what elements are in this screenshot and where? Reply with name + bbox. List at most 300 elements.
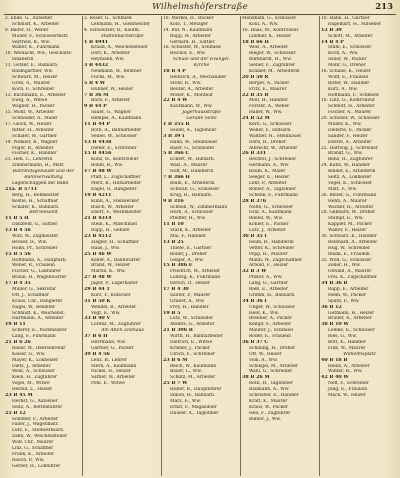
resident-entry: Schmidt, K., Weichenst.: [12, 310, 65, 316]
resident-entry: Schneider, A., Maler: [12, 116, 58, 122]
resident-entry: Moser, K., Monteur: [170, 92, 214, 98]
resident-entry: Gruber, A., Ww.: [170, 298, 205, 304]
resident-entry: Jäger, P., Lagerhalter: [91, 281, 138, 287]
resident-entry: Ewig, A., Witwe: [12, 98, 48, 104]
resident-entry: Sommer, F., Arbeiter: [12, 416, 59, 422]
resident-entry: Wolf, Chr., Maurer: [12, 440, 54, 446]
resident-entry: 26. Reiter, G., Fuhrmann: [321, 192, 377, 198]
resident-entry: Schreiber, E., Händler: [249, 393, 299, 398]
house-number: 13 B 25: [163, 239, 184, 245]
resident-entry: Hauser, A., Taglöhner: [170, 410, 219, 416]
resident-entry: Seitz, A., Rottenführer: [12, 404, 63, 410]
resident-entry: Kern, G., Schlosser: [249, 122, 292, 128]
resident-entry: Mai, F., Händler: [170, 233, 207, 239]
resident-entry: 10. Weinacht, Ww., Geschäfts-: [5, 51, 73, 57]
resident-entry: Groß, A., Maurer: [12, 80, 51, 86]
resident-entry: 10. Hahn, H., Gärtner: [321, 16, 370, 21]
resident-entry: Lindner, K., Heizer: [249, 33, 292, 39]
section-heading: Betriebsamt: [29, 210, 58, 216]
column-area: [4, 16, 396, 476]
resident-entry: Müller, F., Schlossermstr.: [12, 33, 69, 39]
page-number: 213: [375, 2, 393, 12]
resident-entry: Mack, W., Heizer: [328, 393, 366, 398]
resident-entry: Bechtel, J., Schreiner: [249, 157, 297, 163]
house-number: 25 B 46 W: [84, 251, 112, 257]
resident-entry: Rapp, E., Arbeiter: [328, 286, 369, 292]
house-number: 15 B 5 56: [5, 251, 31, 257]
resident-entry: Kestle, H., Schaffner: [12, 198, 59, 204]
resident-entry: Lemke, E., Schlosser: [328, 328, 375, 334]
resident-entry: Kraus, W., Packer: [249, 404, 288, 410]
resident-entry: Marx, E., Ww.: [170, 398, 202, 404]
resident-entry: Brandt, G., Ww.: [328, 151, 363, 157]
resident-entry: Bruder, A., Arbeiter: [328, 316, 372, 322]
section-heading: Hüttenbachstraße: [101, 33, 144, 39]
resident-entry: Eberle, A., Arbeiter: [328, 139, 372, 145]
resident-entry: Nolte, G., Schlosser: [249, 204, 294, 210]
resident-entry: 4. Schweitzer, R., Kaufm.: [84, 27, 141, 33]
resident-entry: Matt, F., Ww.: [328, 186, 358, 192]
resident-entry: 2. Ende, G., Aufseher: [5, 16, 53, 21]
resident-entry: Graf, A., Kaufmann: [249, 210, 292, 216]
house-number: 1 B 355 B: [163, 122, 190, 128]
resident-entry: Brand, W., Heizer: [91, 263, 131, 269]
resident-entry: Schmitt, H., Arbeiter: [328, 104, 375, 110]
resident-entry: Herrmann, Ww.: [91, 339, 126, 345]
resident-entry: Kolb, T., Metzger: [170, 21, 208, 27]
resident-entry: Bott, K., Händler: [328, 339, 366, 345]
resident-entry: Rapp, H., Gehilfe: [91, 228, 130, 234]
resident-entry: Simon, H., Bahnarb.: [170, 393, 216, 398]
section-heading: Bahnhofsgebäude und der: [12, 169, 75, 175]
resident-entry: Burkhardt, H., Ww.: [249, 57, 292, 63]
resident-entry: Ebert, F., Werkmeister: [91, 210, 142, 216]
resident-entry: Seyfried, R., Ww.: [12, 39, 51, 45]
resident-entry: 24. Kuhn, W., Händler: [321, 163, 370, 169]
resident-entry: Lenz, B., Lehrer: [91, 357, 127, 363]
resident-entry: 10. Merkel, H., Bäcker: [163, 16, 214, 21]
house-number: 15 B 4456: [84, 151, 112, 157]
resident-entry: 16. Schuster, W., Schmied: [163, 45, 221, 51]
resident-entry: Walz, A., Maurer: [170, 163, 208, 169]
house-number: 11 B 44 P: [84, 122, 111, 128]
resident-entry: Kunz, H., Kontrolleur: [91, 157, 139, 163]
resident-entry: 20. Schober, W., Schlosser: [321, 116, 380, 122]
resident-entry: Schnell, W., Zimmermann: [170, 204, 228, 210]
resident-entry: 16. Haas, M., Kontrolleur: [242, 27, 299, 33]
resident-entry: Sauter, P., Maurer: [170, 292, 211, 298]
section-heading: Jägerhausstraße: [182, 110, 221, 116]
resident-entry: Fuchs, M., Ww.: [91, 74, 126, 80]
resident-entry: Kohl, A., Ww.: [249, 21, 279, 27]
column-2: [83, 16, 162, 476]
resident-entry: Hübner, W., Heizer: [91, 86, 134, 92]
house-number: 34 B 36 I: [242, 298, 267, 304]
resident-entry: Vogel, M., Witwe: [12, 381, 50, 387]
resident-entry: Dieter, E., Schreiner: [91, 145, 137, 151]
resident-entry: Stark, K., Arbeiter: [170, 228, 211, 234]
resident-entry: Gutmann, H., Heizer: [328, 310, 375, 316]
resident-entry: Roth, H., Taglöhner: [249, 381, 293, 387]
resident-entry: Lehr, P., Arbeiter: [249, 180, 287, 186]
resident-entry: Schütz, M., Arbeiter: [170, 375, 216, 381]
resident-entry: Grimm, H., Bahnarb.: [249, 292, 296, 298]
resident-entry: Unger, W., Schlosser: [249, 304, 295, 310]
house-number: 27 B 48 W: [84, 275, 112, 281]
house-number: 5 B 366 C: [163, 151, 190, 157]
resident-entry: Braun, H., Wagenwärter: [12, 275, 67, 281]
resident-entry: Hoffmann, A., Hauptarb.: [12, 257, 67, 263]
house-number: 19 B 11: [5, 322, 26, 328]
house-number: 14 B 4 P: [321, 39, 344, 45]
resident-entry: Bauer, L., Ww.: [170, 369, 202, 375]
resident-entry: Dörr, K., Arbeiter: [91, 51, 130, 57]
resident-entry: 2. Röser, G., Schmied: [84, 16, 132, 21]
resident-entry: Neff, F., Schreiner: [328, 381, 369, 387]
resident-entry: Martin, K., Ww.: [91, 269, 126, 275]
resident-entry: Horn, A., Schlosser: [170, 210, 214, 216]
resident-entry: Danzfeld, G., Sattler: [12, 222, 58, 228]
resident-entry: Berger, A., Packer: [249, 80, 290, 86]
resident-entry: Schlegel, M., Arbeiter: [249, 363, 299, 369]
house-number: 17 B 4 35: [5, 281, 31, 287]
section-heading: Schule und der Evangel.: [172, 57, 231, 63]
resident-entry: Schwarz, M., Heizer: [12, 74, 58, 80]
resident-entry: Heil, F., Zugführer: [249, 410, 291, 416]
resident-entry: Walter, K., Fuhrmann: [12, 45, 60, 51]
resident-entry: Koch, A., Ww.: [328, 51, 359, 57]
house-number: 23 B 45 M: [5, 393, 33, 398]
resident-entry: Huber, R., Hauptlehrer: [170, 387, 222, 393]
resident-entry: Maurer, J., Schmied: [249, 328, 293, 334]
house-number: 12 B 39: [321, 27, 342, 33]
resident-entry: Fischer, A., Maurer: [328, 110, 372, 116]
resident-entry: Weber, R., Fräulein: [12, 263, 55, 269]
house-number: 26 B 331: [242, 151, 267, 157]
resident-entry: Späth, F., Ww.: [328, 298, 360, 304]
resident-entry: Haller, W., Ww.: [249, 110, 283, 116]
resident-entry: Vogel, K., Schlosser: [328, 180, 373, 186]
resident-entry: Reich, W., Kaufmann: [170, 363, 217, 369]
resident-entry: 28. Gebhard, W., Dreher: [321, 210, 376, 216]
resident-entry: 30. Schwarz, K., Händler: [321, 233, 377, 239]
resident-entry: 32. Wild, G., Schlosser: [321, 257, 372, 263]
resident-entry: Oswald, A., Maurer: [328, 269, 372, 275]
resident-entry: Rupp, W., Arbeiter: [170, 33, 212, 39]
resident-entry: Stumpf, E., Ww.: [328, 216, 364, 222]
column-3: [162, 16, 241, 476]
resident-entry: Hartmann, A., Arbeiter: [12, 316, 64, 322]
house-number: 7 B 366 H: [163, 175, 190, 181]
resident-entry: Schenk, F., Fuhrmann: [249, 192, 298, 198]
resident-entry: Hoffmann, F., Schmied: [328, 92, 379, 98]
resident-entry: Zeller, H., Ww.: [328, 263, 361, 269]
resident-entry: Pfaff, L., Zugschaffner: [91, 175, 141, 181]
resident-entry: Lang, F., Fuhrmann: [12, 334, 56, 340]
resident-entry: Krämer, M., Arbeiterin: [249, 69, 300, 75]
resident-entry: Klein, H., Zugführer: [12, 375, 58, 381]
resident-entry: Kaiser, G., Ww.: [12, 351, 46, 357]
resident-entry: Binder, E., Arbeiterin: [328, 169, 376, 175]
resident-entry: Pilger, R., Arbeiter: [12, 145, 54, 151]
resident-entry: Stöhr, R., Ww.: [170, 80, 202, 86]
page-title: Wilhelmshöferstraße: [152, 2, 248, 12]
resident-entry: Heim, R., Händlerin: [249, 239, 294, 245]
house-number: 38 B 26 M: [242, 375, 270, 381]
resident-entry: Gerber, H., Lokführer: [12, 463, 61, 469]
resident-entry: Wagner, H., Packer: [12, 104, 55, 110]
resident-entry: Kurz, F., Kutscher: [91, 292, 131, 298]
resident-entry: Winter, H., Ww.: [328, 369, 363, 375]
resident-entry: Mohr, G., Dreher: [328, 63, 366, 69]
resident-entry: Hirsch, O., Heizer: [170, 281, 211, 287]
house-number: 30 B 35 I: [242, 233, 267, 239]
resident-entry: Köhler, E., Packer: [249, 222, 289, 228]
resident-entry: Höhn, Pr., Schreiner: [12, 245, 58, 251]
resident-entry: Engelhart, H., Aufseher: [328, 21, 381, 27]
resident-entry: Förster, A., Weber: [249, 104, 290, 110]
resident-entry: Weis, A., Arbeiter: [249, 45, 289, 51]
resident-entry: Volk, A., Ww.: [249, 357, 278, 363]
resident-entry: Blank, E., Fräulein: [328, 251, 370, 257]
resident-entry: Rauch, P., Ww.: [12, 457, 45, 463]
house-number: 3 B 39 I: [163, 133, 185, 139]
house-number: 20 B 50 R: [242, 74, 269, 80]
resident-entry: Wahl, G., Schreiner: [249, 369, 293, 375]
house-number: 5 B 4 W: [84, 80, 106, 86]
resident-entry: Wirth, H., Bahnarbeiter: [170, 334, 223, 340]
resident-entry: Dietrich, E., Witwe: [170, 339, 213, 345]
resident-entry: Krug, H., Bahnarb.: [170, 192, 213, 198]
resident-entry: Rieß, E., Arbeiter: [249, 286, 288, 292]
resident-entry: Heinrich, A., Mechaniker: [170, 74, 227, 80]
resident-entry: Haas, J., Ww.: [91, 245, 120, 251]
resident-entry: Gärtner, G., Packer: [91, 345, 134, 351]
resident-entry: Müller, G., Sekretär: [12, 286, 57, 292]
resident-entry: Jung, E., Fräulein: [328, 387, 368, 393]
house-number: 11 B 5 H: [5, 216, 29, 222]
resident-entry: Wacker, H., Arbeiter: [328, 204, 374, 210]
resident-entry: Hoff, M., Händlerin: [170, 169, 214, 175]
resident-entry: Arnold, F., Heizer: [249, 263, 289, 269]
resident-entry: Pfeiffer, H., Ww.: [170, 216, 206, 222]
resident-entry: Lutz, W., Schneider: [170, 316, 214, 322]
resident-entry: Nagel, W., Beamter: [12, 304, 56, 310]
resident-entry: Fischer, G., Lokführer: [12, 269, 61, 275]
resident-entry: Baier, G., Schneider: [170, 145, 215, 151]
house-number: 31 B 50 K: [84, 298, 111, 304]
resident-entry: Seitz, A., Lokheizer: [328, 175, 372, 181]
resident-entry: Frei, K., Zugschaffner: [328, 275, 377, 281]
resident-entry: Mendham, G., Schlosser: [242, 16, 297, 21]
house-number: 36 B 12: [321, 304, 342, 310]
resident-entry: 22. Hartwig, J., Schreiner: [321, 145, 378, 151]
house-number: 19 B 5: [163, 310, 181, 316]
resident-entry: Kappler, M., Packer: [328, 222, 372, 228]
house-number: 24 B 52 M: [242, 116, 270, 122]
resident-entry: Kühn, A., Stellwerker: [91, 198, 139, 204]
resident-entry: Blum, E., Arbeiterin: [170, 180, 215, 186]
resident-entry: Fritz, E., Maurer: [249, 86, 287, 92]
resident-entry: Kempf, F., Arbeiter: [249, 322, 292, 328]
house-number: 3 B 4432: [84, 63, 109, 69]
house-number: 13 B 4438: [84, 139, 112, 145]
resident-entry: Bischof, E., Ww.: [170, 51, 206, 57]
resident-entry: Ludwig, K., Fuhrmann: [170, 275, 221, 281]
column-5: [320, 16, 399, 476]
resident-entry: Engel, O., Rangierer: [91, 186, 137, 192]
resident-entry: Lorenz, M., Zugführer: [91, 322, 141, 328]
resident-entry: Lehmann, H., Gießmeister: [91, 21, 150, 27]
resident-entry: Albrecht, W., Arbeiter: [249, 145, 298, 151]
house-number: 33 B 40 V: [84, 316, 111, 322]
house-number: 37 B 6 H: [84, 334, 108, 340]
column-1: [4, 16, 83, 476]
resident-entry: Linz, G., Schaffner: [12, 446, 54, 452]
resident-entry: Ulrich, F., Schreiner: [170, 351, 216, 357]
resident-entry: Seidel, A., Taglöhner: [170, 127, 217, 133]
house-number: 17 B 4 30: [163, 286, 189, 292]
resident-entry: Hug, W., Schreiner: [328, 245, 371, 251]
house-number: 22 B 35 B: [242, 92, 269, 98]
resident-entry: Sander, F., Heizer: [328, 133, 368, 139]
resident-entry: 21. Heß, C., Lehrerin: [5, 157, 53, 163]
house-number: 7 B 36 M: [84, 92, 109, 98]
resident-entry: Sattler, W., Arbeiter: [91, 375, 136, 381]
resident-entry: Vetter, K., Schreiner: [249, 245, 295, 251]
resident-entry: Dieterle, E., Packer: [328, 127, 372, 133]
resident-entry: Lutz, E., Stellwerksarb.: [12, 428, 65, 434]
resident-entry: Mayer, K., Lokheizer: [12, 357, 59, 363]
resident-entry: Hempel, A., Kaufmann: [91, 116, 142, 122]
house-number: 22 B 4 W: [163, 98, 188, 104]
resident-entry: Fink, W., Maurer: [328, 345, 366, 351]
house-number: 1 B 4941: [84, 39, 109, 45]
house-number: 25 B 7 W: [163, 381, 188, 387]
resident-entry: Bach, F., Arbeiter: [91, 98, 131, 104]
house-number: 42 B 40 W: [321, 375, 349, 381]
resident-entry: Ziegler, H., Schaffner: [91, 239, 139, 245]
resident-entry: Schäfer, W., Gärtner: [12, 133, 57, 139]
resident-entry: Berg, H., Rebmeister: [12, 192, 60, 198]
resident-entry: Friedrich, W., Arbeiter: [170, 269, 221, 275]
resident-entry: Schäfer, K., Bahnarb.: [12, 204, 60, 210]
resident-entry: Baum, K., Maler: [249, 169, 286, 175]
resident-entry: Ries, G., Ww.: [328, 334, 358, 340]
resident-entry: Ott, W., Heizer: [249, 351, 282, 357]
resident-entry: Kaufmann, W., Ww.: [170, 104, 213, 110]
house-number: 38 B 10 W: [321, 322, 349, 328]
resident-entry: Hermann, A., Ww.: [249, 163, 290, 169]
resident-entry: Heinz, A., Arbeiter: [328, 363, 370, 369]
resident-entry: Gerhard, H., Sattler: [170, 39, 215, 45]
resident-entry: 15. Mohr, W., Arbeiter: [5, 110, 55, 116]
house-number: 19 B 4211: [84, 192, 112, 198]
resident-entry: Dietz, J., Arbeiter: [12, 363, 51, 369]
house-number: 17 B 48 W: [84, 169, 112, 175]
house-number: 21 B 6 26: [5, 339, 31, 345]
resident-entry: Thiele, E., Gärtner: [170, 245, 212, 251]
section-heading: Bahnverwaltung: [24, 175, 63, 181]
resident-entry: Frey, H., Händler: [170, 304, 209, 310]
page-header: [0, 2, 400, 14]
resident-entry: Kramer, J., Packer: [170, 345, 210, 351]
column-4: [241, 16, 320, 476]
resident-entry: 8. Bader, H., Weber: [5, 27, 49, 33]
resident-entry: Hahn, W., Steinhauer: [170, 139, 218, 145]
resident-entry: Sieber, F., Zugführer: [249, 63, 296, 69]
resident-entry: Böhler, A., Taglöhner: [249, 186, 296, 192]
resident-entry: Baumgartner, Ww.: [12, 69, 54, 75]
resident-entry: Rieger, W., Schlosser: [249, 51, 296, 57]
resident-entry: Bauer, W., Obersekretär: [12, 345, 66, 351]
resident-entry: Seibel, W., Schlosser: [91, 133, 138, 139]
house-number: 21a. B 5711: [5, 186, 38, 192]
resident-entry: Anders, G., Arbeiter: [170, 322, 215, 328]
house-number: 9 B 316: [163, 198, 184, 204]
section-heading: Am Alten Zollhaus: [101, 328, 144, 334]
resident-entry: Held, K., Ww.: [249, 310, 280, 316]
resident-entry: Krauß, A., Weichensteller: [91, 45, 148, 51]
resident-entry: Mann, W., Zugschaffner: [249, 257, 302, 263]
resident-entry: Busch, W., Arbeiter: [91, 204, 134, 210]
resident-entry: Koch, F., Schreiner: [12, 86, 55, 92]
house-number: 23 B 4512: [84, 233, 112, 239]
resident-entry: Witz, W., Zugmeister: [12, 233, 59, 239]
resident-entry: 11. Götzer, E., Bahnarb.: [5, 63, 59, 69]
house-number: 18 B 66 H: [242, 39, 269, 45]
resident-entry: Wolff, E., Fräulein: [328, 74, 369, 80]
resident-entry: Merz, B., Hilfsarbeiter: [91, 180, 142, 186]
resident-entry: 16. Schade, K., Heizer: [321, 69, 371, 75]
resident-entry: Riedel, W., Ww.: [249, 216, 283, 222]
resident-entry: Brenner, A., Packer: [249, 316, 293, 322]
resident-entry: Seiler, W., Packer: [328, 57, 367, 63]
resident-entry: Reinhard, A., Arbeiter: [328, 239, 378, 245]
resident-entry: Dorn, R., Dreher: [249, 139, 287, 145]
resident-entry: Reuter, A., Arbeiter: [170, 86, 214, 92]
resident-entry: Schmidt, K., Arbeiter: [12, 21, 60, 27]
section-heading: Gerade Seite: [186, 116, 217, 122]
resident-entry: Ritter, H., Arbeiter: [12, 127, 54, 133]
resident-entry: Ernst, F., Magazinier: [170, 404, 217, 410]
resident-entry: Ritter, W., Händler: [328, 80, 370, 86]
resident-entry: Schott, M., Arbeiter: [328, 33, 373, 39]
house-number: 23 B 6 M: [163, 357, 188, 363]
house-number: 25 B 12: [5, 410, 26, 416]
resident-entry: Weiß, A., Schlosser: [12, 369, 55, 375]
header-rule: [4, 14, 396, 15]
house-number: 21 B 396 B: [163, 328, 193, 334]
resident-entry: Pohl, E., Witwe: [91, 381, 125, 387]
resident-entry: Keller, A., Bahnwärter: [91, 257, 141, 263]
resident-entry: Zimmermann, H., Mstr.: [12, 163, 65, 169]
resident-entry: Moll, H., Händler: [249, 98, 288, 104]
resident-entry: Roller, J., Dreher: [170, 251, 208, 257]
resident-entry: Geiger, A., Ww.: [170, 257, 204, 263]
resident-entry: Walther, H., Steinhauer: [249, 133, 302, 139]
resident-entry: Becker, H., Ww.: [12, 239, 48, 245]
resident-entry: Sauer, G., Wagner: [91, 110, 132, 116]
resident-entry: 19. Winkler, B., Wagner: [5, 139, 58, 145]
resident-entry: Renz, H., Zugführer: [328, 157, 373, 163]
resident-entry: Roth, A., Bahnarbeiter: [91, 127, 142, 133]
resident-entry: Faller, J., Wagenmstr.: [12, 422, 59, 428]
resident-entry: Helm, W., Packer: [328, 292, 366, 298]
resident-entry: 14. Ruf, N., Kaufmann: [163, 27, 213, 33]
house-number: 13 B 4 56: [5, 228, 31, 234]
resident-entry: Herbst, G., Aufseher: [12, 398, 58, 404]
